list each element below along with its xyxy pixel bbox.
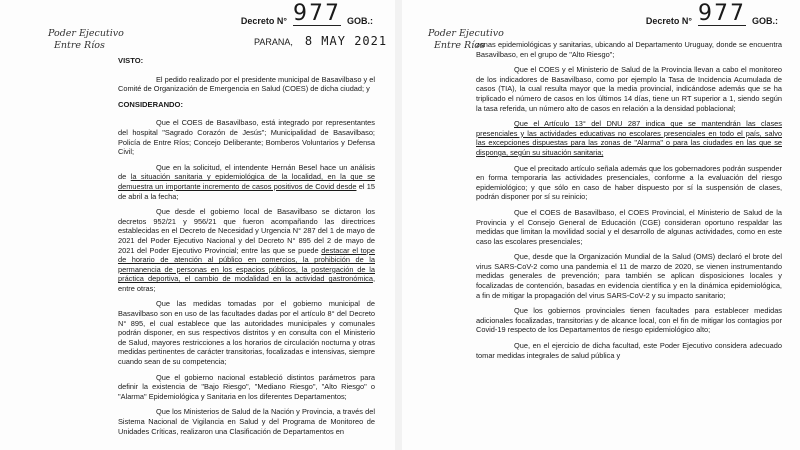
text-run: Que desde el gobierno local de Basavilbaso se dictaron los decretos 952/21 y 956/21 que fueron acompañando las directrices establecidas en el Decreto de Necesidad y Urgencia N° 287 del 1 de mayo de 2021 del Poder Ejecutivo Nacional y del Decreto N° 895 del 2 de mayo de 2021 del Poder Ejecutivo Provincial; entre las que se puede — [118, 207, 375, 255]
text-run: el 15 de abril a la fecha; — [118, 181, 375, 201]
underlined-text: destacar el tope de horario de atención al público en comercios, la prohibición de la permanencia de personas en los espacios públicos, la postergación de la práctica deportiva, el cambio de modalidad en la actividad gastronómica — [118, 245, 376, 284]
section-heading-visto: VISTO: — [118, 56, 144, 65]
document-body-left — [118, 56, 375, 442]
gob-label: GOB.: — [347, 16, 373, 26]
document-page-right — [402, 0, 800, 450]
underlined-text: la situación sanitaria y epidemiológica de la localidad, en la que se demuestra un importante incremento de casos positivos de Covid desde — [118, 172, 376, 191]
paragraph: Que el precitado artículo señala además que los gobernadores podrán suspender en forma temporaria las actividades presenciales, conforme a la evaluación del riesgo epidemiológico; y que sólo en caso de haber dispuesto por sí la suspensión de clases, podrán disponer por sí su reinicio; — [476, 163, 782, 202]
paragraph: Que los Ministerios de Salud de la Nación y Provincia, a través del Sistema Nacional de Vigilancia en Salud y del Programa de Monitoreo de Unidades Críticas, realizaron una Clasificación de Departamentos en — [118, 407, 375, 436]
decree-date — [254, 34, 387, 48]
decree-header — [241, 2, 373, 26]
section-heading-considerando: CONSIDERANDO: — [118, 99, 183, 109]
paragraph: Que el gobierno nacional estableció distintos parámetros para definir la existencia de "Bajo Riesgo", "Mediano Riesgo", "Alto Riesgo" o "Alarma" Epidemiológica y Sanitaria en los diferentes Departamentos; — [118, 372, 375, 401]
date-place: PARANA, — [254, 37, 293, 47]
paragraph: Que el Artículo 13° del DNU 287 indica que se mantendrán las clases presenciales y las actividades educativas no escolares presenciales en todo el país, salvo las excepciones dispuestas para las zonas de "Alarma" o para las ciudades en las que se disponga, según su situación sanitaria; — [476, 119, 782, 157]
paragraph — [118, 207, 375, 293]
gob-label: GOB.: — [752, 16, 778, 26]
document-body-right — [476, 40, 782, 366]
paragraph: Que el COES de Basavilbaso, está integrado por representantes del hospital "Sagrado Corazón de Jesús"; Municipalidad de Basavilbaso; Policía de Entre Ríos; Concejo Deliberante; Bomberos Voluntarios y Defensa Civil; — [118, 118, 375, 157]
logo-line-2: Entre Ríos — [434, 40, 485, 51]
decree-header — [646, 2, 778, 26]
paragraph: Que las medidas tomadas por el gobierno municipal de Basavilbaso son en uso de las facultades dadas por el artículo 8° del Decreto N° 895, el cual establece que las autoridades municipales y comunales podrán disponer, en sus respectivos distritos y en consulta con el Ministerio de Salud, mayores restricciones a los horarios de circulación nocturna y otras medidas pertinentes de carácter transitorias, focalizadas e intensivas, siempre cuando sean de su competencia; — [118, 299, 375, 367]
date-value: 8 MAY 2021 — [304, 34, 388, 48]
paragraph: Que, en el ejercicio de dicha facultad, este Poder Ejecutivo considera adecuado tomar medidas integrales de salud pública y — [476, 341, 782, 360]
government-logo — [48, 28, 124, 52]
paragraph: El pedido realizado por el presidente municipal de Basavilbaso y el Comité de Organización de Emergencia en Salud (COES) de dicha ciudad; y — [118, 74, 375, 94]
document-page-left — [0, 0, 395, 450]
logo-line-1: Poder Ejecutivo — [428, 28, 504, 39]
logo-line-1: Poder Ejecutivo — [48, 28, 124, 39]
page-gutter — [395, 0, 402, 450]
text-run: Que en la solicitud, el intendente Hernán Besel hace un análisis de — [118, 162, 375, 182]
decree-label: Decreto N° — [645, 16, 692, 26]
logo-line-2: Entre Ríos — [54, 40, 105, 51]
paragraph: Que los gobiernos provinciales tienen facultades para establecer medidas adicionales focalizadas, transitorias y de alcance local, con el fin de mitigar los contagios por Covid-19 respecto de los Departamentos de riesgo epidemiológico alto; — [476, 306, 782, 335]
paragraph: Que el COES y el Ministerio de Salud de la Provincia llevan a cabo el monitoreo de los indicadores de Basavilbaso, como por ejemplo la Tasa de Incidencia Acumulada de casos (TIA), la cual resulta mayor que la media provincial, indicándose además que se ha triplicado el número de casos en los últimos 14 días, tiene un RT superior a 1, siendo según la tasa referida, un número alto de casos en relación a la densidad poblacional; — [476, 65, 782, 113]
paragraph: zonas epidemiológicas y sanitarias, ubicando al Departamento Uruguay, donde se encuentra Basavilbaso, en el grupo de "Alto Riesgo"; — [476, 40, 782, 59]
paragraph: Que el COES de Basavilbaso, el COES Provincial, el Ministerio de Salud de la Provincia y el Consejo General de Educación (CGE) consideran oportuno respaldar las medidas que limitan la movilidad social y el desarrollo de algunas actividades, como en este caso las escolares presenciales; — [476, 207, 782, 246]
paragraph — [118, 163, 375, 201]
decree-number: 977 — [698, 1, 746, 26]
paragraph: Que, desde que la Organización Mundial de la Salud (OMS) declaró el brote del virus SARS-CoV-2 como una pandemia el 11 de marzo de 2020, se vienen instrumentando medidas generales de prevención; para también se aplican disposiciones locales y focalizadas de contención, basadas en evidencia científica y en la dinámica epidemiológica, a fin de mitigar la propagación del virus SARS-CoV-2 y su impacto sanitario; — [476, 252, 782, 300]
text-run: , entre otras; — [118, 274, 375, 293]
decree-number: 977 — [293, 1, 341, 26]
decree-label: Decreto N° — [240, 16, 287, 26]
